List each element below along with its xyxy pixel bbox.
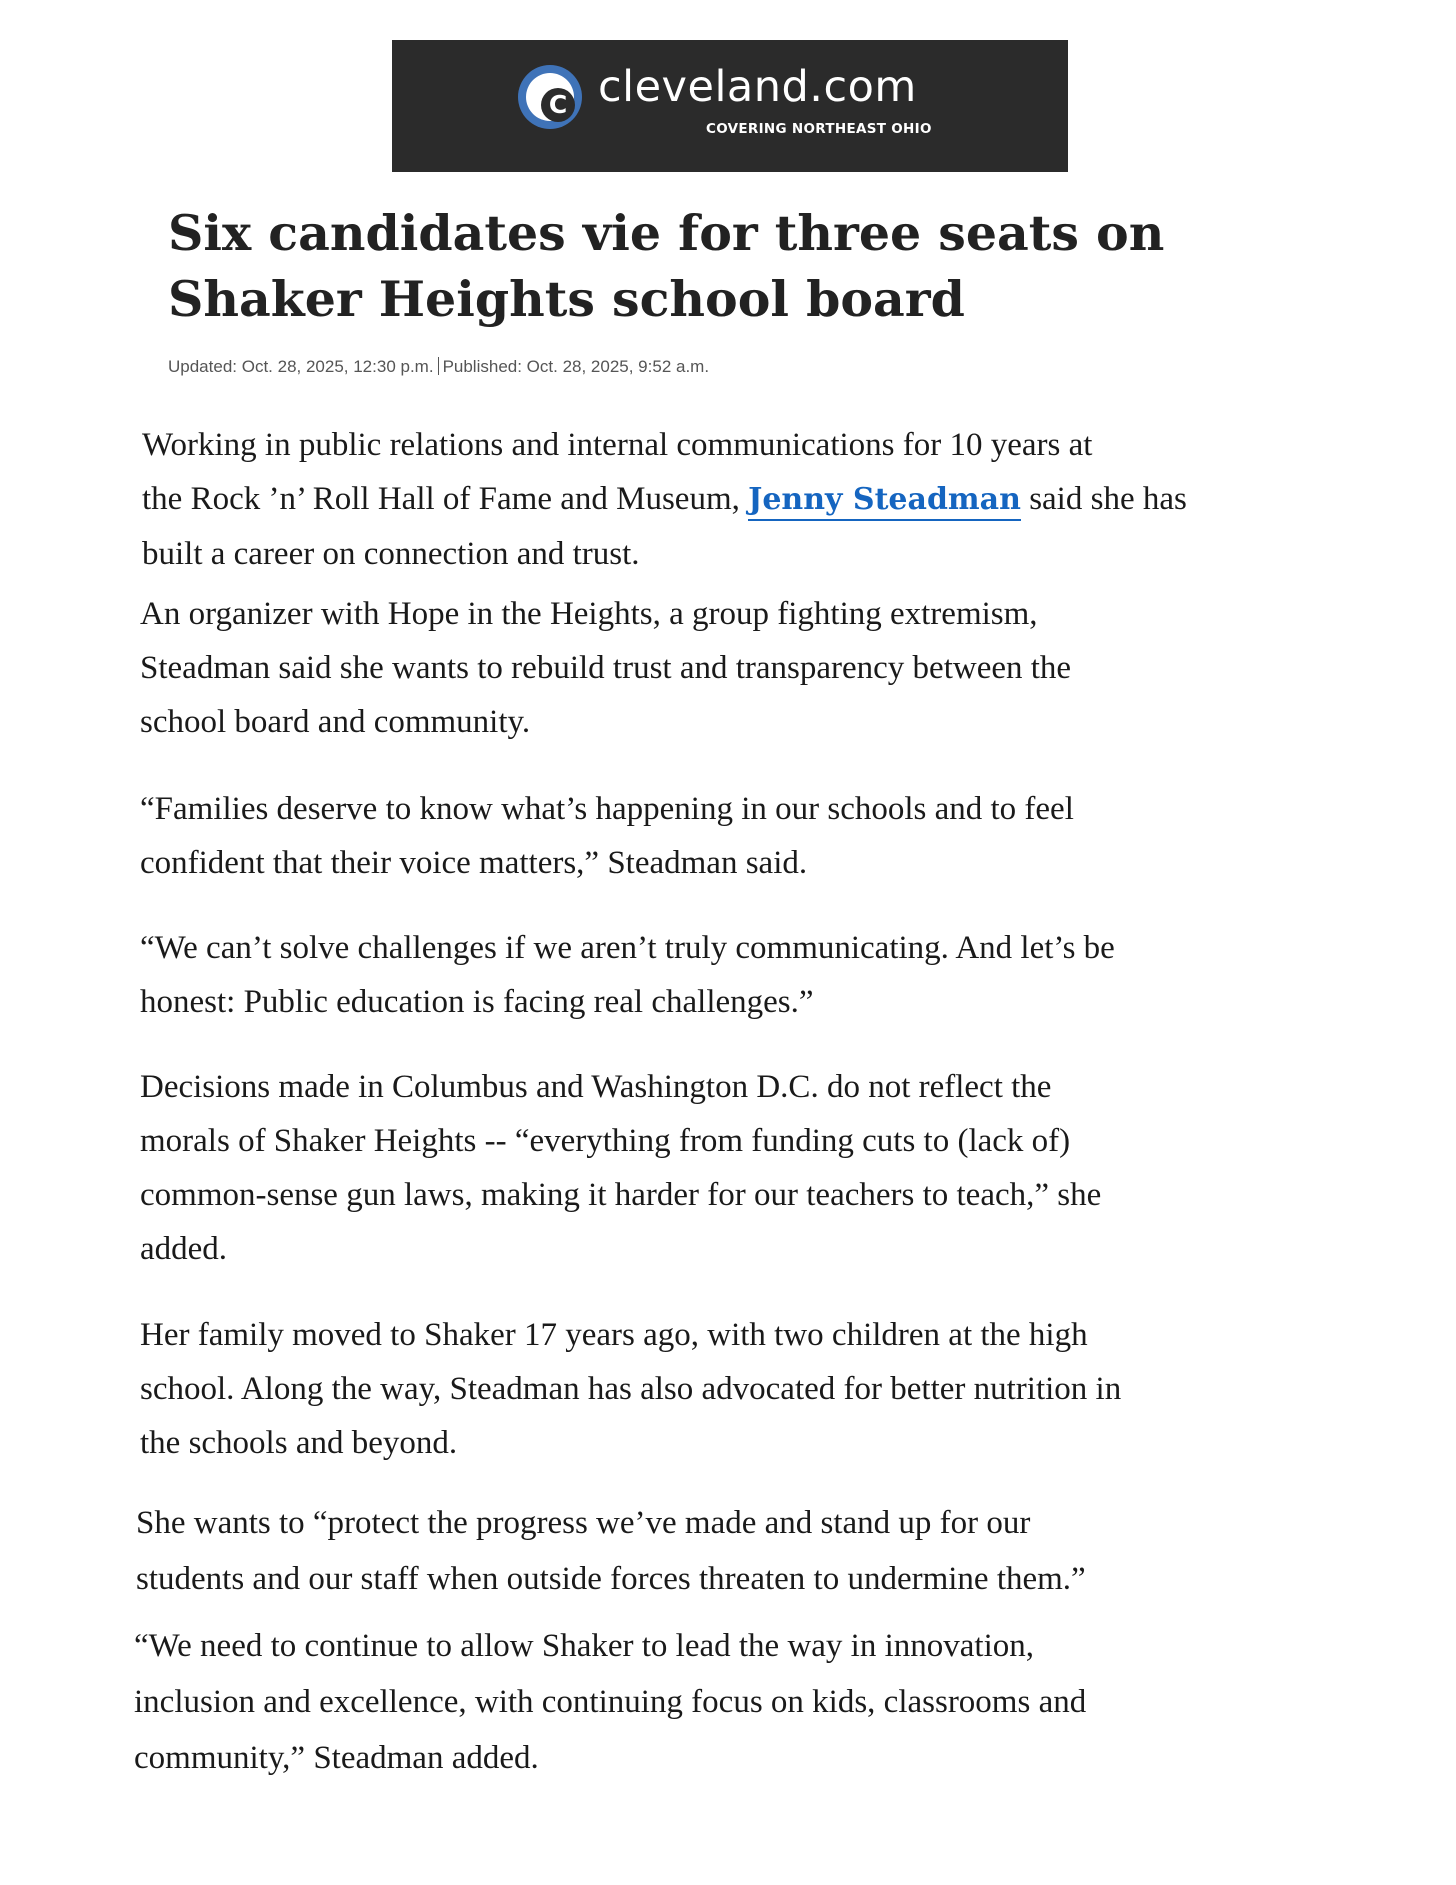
article-paragraph xyxy=(134,1618,1086,1786)
paragraph-line: added. xyxy=(140,1231,228,1267)
paragraph-line: inclusion and excellence, with continuing focus on kids, classrooms and xyxy=(134,1684,1087,1720)
paragraph-line: confident that their voice matters,” Steadman said. xyxy=(140,845,808,881)
paragraph-line: the Rock ’n’ Roll Hall of Fame and Museum, Jenny Steadman said she has xyxy=(142,472,1187,527)
paragraph-line: community,” Steadman added. xyxy=(134,1740,539,1776)
article-paragraph xyxy=(136,1495,1086,1607)
updated-timestamp: Updated: Oct. 28, 2025, 12:30 p.m. xyxy=(168,357,434,376)
paragraph-line: Working in public relations and internal communications for 10 years at xyxy=(142,427,1093,463)
article-paragraph xyxy=(140,782,1074,890)
logo-letter: C xyxy=(541,88,575,122)
paragraph-line: students and our staff when outside forces threaten to undermine them.” xyxy=(136,1561,1086,1597)
paragraph-line: “We can’t solve challenges if we aren’t truly communicating. And let’s be xyxy=(140,930,1115,966)
paragraph-line: common-sense gun laws, making it harder for our teachers to teach,” she xyxy=(140,1177,1102,1213)
dateline-divider xyxy=(438,357,439,375)
paragraph-line: morals of Shaker Heights -- “everything from funding cuts to (lack of) xyxy=(140,1123,1071,1159)
paragraph-line: “Families deserve to know what’s happening in our schools and to feel xyxy=(140,791,1074,827)
paragraph-line: honest: Public education is facing real challenges.” xyxy=(140,984,814,1020)
paragraph-line: An organizer with Hope in the Heights, a group fighting extremism, xyxy=(140,596,1038,632)
masthead-banner[interactable] xyxy=(392,40,1068,172)
paragraph-line: Steadman said she wants to rebuild trust and transparency between the xyxy=(140,650,1072,686)
paragraph-line: school board and community. xyxy=(140,704,531,740)
paragraph-line: the schools and beyond. xyxy=(140,1425,458,1461)
site-name: cleveland.com xyxy=(598,62,917,112)
site-tagline: COVERING NORTHEAST OHIO xyxy=(706,121,932,137)
paragraph-line: Her family moved to Shaker 17 years ago, with two children at the high xyxy=(140,1317,1088,1353)
paragraph-line: built a career on connection and trust. xyxy=(142,536,640,572)
article-dateline xyxy=(168,356,709,378)
article-headline: Six candidates vie for three seats on Shaker Heights school board xyxy=(168,204,1165,328)
article-paragraph xyxy=(140,1308,1121,1470)
article-paragraph xyxy=(142,418,1187,581)
paragraph-line: “We need to continue to allow Shaker to lead the way in innovation, xyxy=(134,1628,1035,1664)
author-profile-link[interactable]: Jenny Steadman xyxy=(748,482,1021,521)
paragraph-line: She wants to “protect the progress we’ve made and stand up for our xyxy=(136,1505,1031,1541)
published-timestamp: Published: Oct. 28, 2025, 9:52 a.m. xyxy=(442,357,710,376)
cleveland-logo-icon xyxy=(518,65,582,129)
article-paragraph xyxy=(140,587,1071,749)
paragraph-line: Decisions made in Columbus and Washington D.C. do not reflect the xyxy=(140,1069,1052,1105)
paragraph-line: school. Along the way, Steadman has also advocated for better nutrition in xyxy=(140,1371,1122,1407)
article-paragraph xyxy=(140,1060,1101,1276)
article-paragraph xyxy=(140,921,1115,1029)
